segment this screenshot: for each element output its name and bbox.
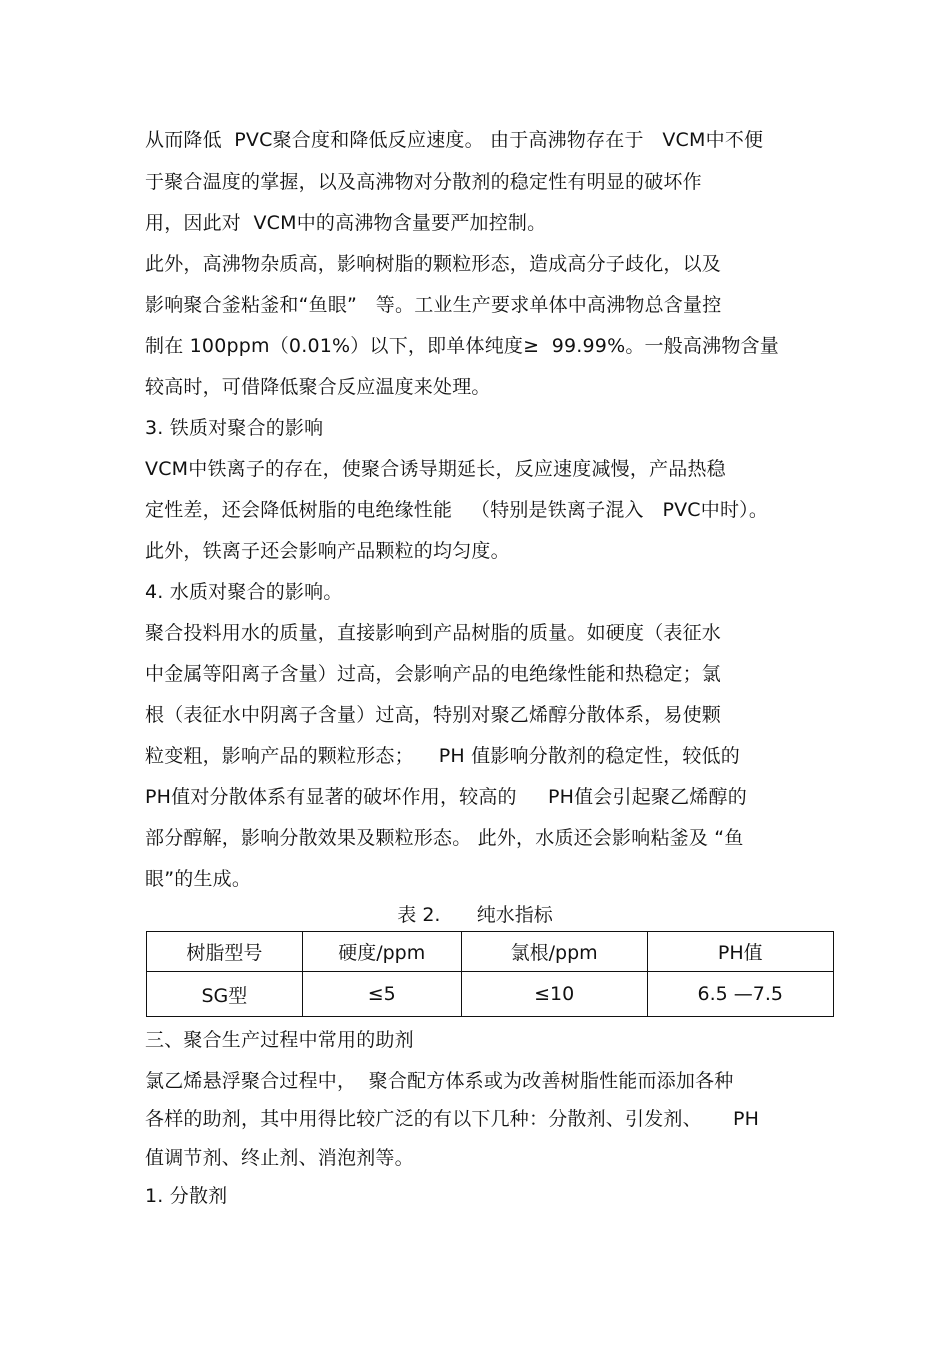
paragraph-line: 部分醇解，影响分散效果及颗粒形态。 此外，水质还会影响粘釜及 “鱼: [145, 827, 744, 849]
table-row: [147, 972, 834, 1017]
paragraph-line: 值调节剂、终止剂、消泡剂等。: [145, 1147, 414, 1169]
paragraph-line: 根（表征水中阴离子含量）过高，特别对聚乙烯醇分散体系，易使颗: [145, 704, 722, 726]
section-heading: 三、聚合生产过程中常用的助剂: [145, 1029, 414, 1051]
paragraph-line: 影响聚合釜粘釜和“鱼眼” 等。工业生产要求单体中高沸物总含量控: [145, 294, 722, 316]
paragraph-line: 各样的助剂，其中用得比较广泛的有以下几种：分散剂、引发剂、 PH: [145, 1108, 760, 1130]
paragraph-line: 中金属等阳离子含量）过高，会影响产品的电绝缘性能和热稳定；氯: [145, 663, 722, 685]
table-cell: ≤10: [461, 972, 647, 1017]
table-header-cell: 氯根/ppm: [461, 932, 647, 972]
paragraph-line: 氯乙烯悬浮聚合过程中， 聚合配方体系或为改善树脂性能而添加各种: [145, 1070, 734, 1092]
table-header-cell: PH值: [647, 932, 833, 972]
table-header-cell: 硬度/ppm: [302, 932, 461, 972]
paragraph-line: VCM中铁离子的存在，使聚合诱导期延长，反应速度减慢，产品热稳: [145, 458, 726, 480]
paragraph-line: 此外，铁离子还会影响产品颗粒的均匀度。: [145, 540, 510, 562]
paragraph-line: 粒变粗，影响产品的颗粒形态； PH 值影响分散剂的稳定性，较低的: [145, 745, 740, 767]
paragraph-line: 用，因此对 VCM中的高沸物含量要严加控制。: [145, 212, 547, 234]
table-header-cell: 树脂型号: [147, 932, 303, 972]
paragraph-line: 聚合投料用水的质量，直接影响到产品树脂的质量。如硬度（表征水: [145, 622, 722, 644]
table-header-row: [147, 932, 834, 972]
paragraph-line: 制在 100ppm（0.01%）以下，即单体纯度≥ 99.99%。一般高沸物含量: [145, 335, 779, 357]
paragraph-line: 此外，高沸物杂质高，影响树脂的颗粒形态，造成高分子歧化，以及: [145, 253, 722, 275]
paragraph-line: 定性差，还会降低树脂的电绝缘性能 （特别是铁离子混入 PVC中时）。: [145, 499, 769, 521]
water-quality-table: [146, 931, 834, 1017]
paragraph-line: 较高时，可借降低聚合反应温度来处理。: [145, 376, 491, 398]
paragraph-line: 于聚合温度的掌握，以及高沸物对分散剂的稳定性有明显的破坏作: [145, 171, 702, 193]
section-heading: 3. 铁质对聚合的影响: [145, 417, 324, 439]
section-heading: 1. 分散剂: [145, 1185, 228, 1207]
table-cell: ≤5: [302, 972, 461, 1017]
table-cell: 6.5 —7.5: [647, 972, 833, 1017]
table-cell: SG型: [147, 972, 303, 1017]
paragraph-line: 从而降低 PVC聚合度和降低反应速度。 由于高沸物存在于 VCM中不便: [145, 129, 764, 151]
table-caption: 表 2. 纯水指标: [397, 904, 553, 926]
paragraph-line: 眼”的生成。: [145, 868, 252, 890]
section-heading: 4. 水质对聚合的影响。: [145, 581, 343, 603]
paragraph-line: PH值对分散体系有显著的破坏作用，较高的 PH值会引起聚乙烯醇的: [145, 786, 747, 808]
